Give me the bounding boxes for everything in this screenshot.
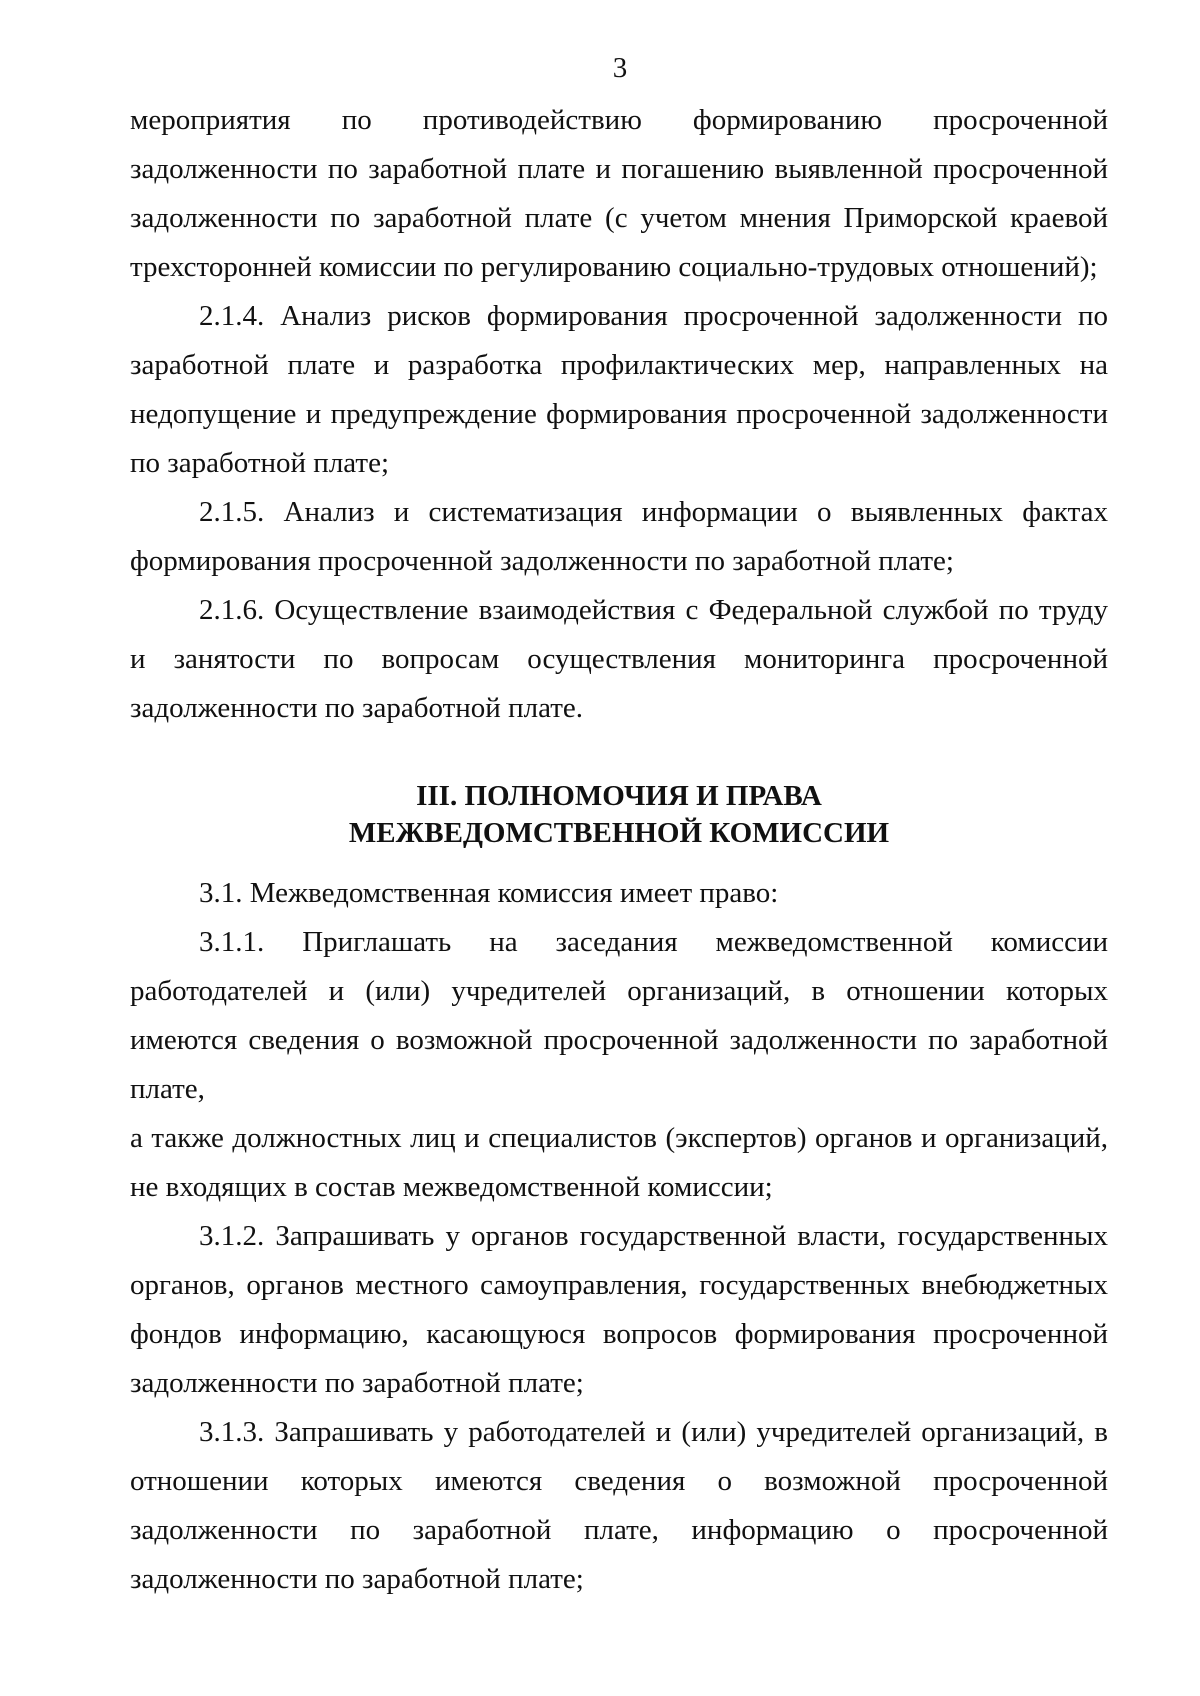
paragraph-3-1-3: 3.1.3. Запрашивать у работодателей и (или) учредителей организаций, в отношении которых имеются сведения о возможной просроченной задолженности по заработной плате, информацию о просроченной задолженности по заработной плате; (130, 1416, 1108, 1595)
section-heading-line-2: МЕЖВЕДОМСТВЕННОЙ КОМИССИИ (348, 817, 890, 849)
paragraph-continuation: мероприятия по противодействию формированию просроченной задолженности по заработной плате и погашению выявленной просроченной задолженности по заработной плате (с учетом мнения Приморской краевой трехсторонней комиссии по регулированию социально-трудовых отношений); (130, 104, 1108, 283)
paragraph-2-1-4: 2.1.4. Анализ рисков формирования просроченной задолженности по заработной плате и разработка профилактических мер, направленных на недопущение и предупреждение формирования просроченной задолженности по заработной плате; (130, 300, 1108, 479)
section-heading-line-1: III. ПОЛНОМОЧИЯ И ПРАВА (416, 780, 822, 812)
section-heading (130, 778, 1108, 852)
body-text-bottom (130, 869, 1108, 1604)
paragraph-2-1-5: 2.1.5. Анализ и систематизация информации о выявленных фактах формирования просроченной задолженности по заработной плате; (130, 496, 1108, 577)
paragraph-3-1-1-continuation: а также должностных лиц и специалистов (экспертов) органов и организаций, не входящих в состав межведомственной комиссии; (130, 1122, 1108, 1203)
paragraph-3-1-1: 3.1.1. Приглашать на заседания межведомственной комиссии работодателей и (или) учредителей организаций, в отношении которых имеются сведения о возможной просроченной задолженности по заработной плате, (130, 926, 1108, 1105)
paragraph-3-1-2: 3.1.2. Запрашивать у органов государственной власти, государственных органов, органов местного самоуправления, государственных внебюджетных фондов информацию, касающуюся вопросов формирования просроченной задолженности по заработной плате; (130, 1220, 1108, 1399)
page-number: 3 (612, 52, 628, 84)
paragraph-2-1-6: 2.1.6. Осуществление взаимодействия с Федеральной службой по труду и занятости по вопросам осуществления мониторинга просроченной задолженности по заработной плате. (130, 594, 1108, 724)
body-text-top (130, 96, 1108, 733)
paragraph-3-1: 3.1. Межведомственная комиссия имеет право: (199, 877, 779, 909)
